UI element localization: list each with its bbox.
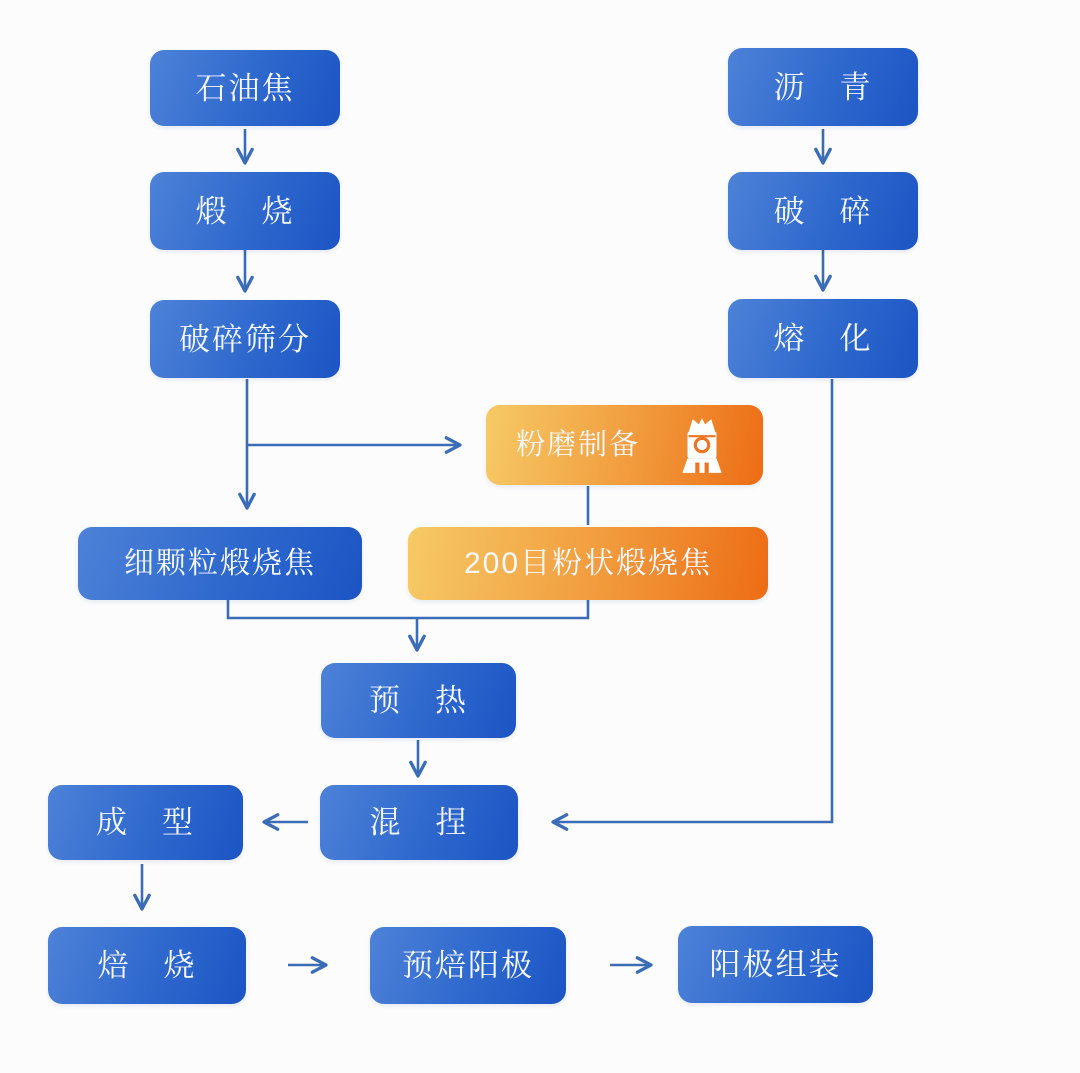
node-anode-assembly bbox=[678, 926, 873, 1003]
node-pitch-label: 沥 青 bbox=[773, 69, 873, 105]
node-grinding-preparation bbox=[486, 405, 763, 485]
node-calcination bbox=[150, 172, 340, 250]
node-crushing-screening-label: 破碎筛分 bbox=[179, 321, 311, 357]
node-pitch bbox=[728, 48, 918, 126]
node-anode-assembly-label: 阳极组装 bbox=[709, 947, 842, 982]
node-200mesh-powder-calcined-coke bbox=[408, 527, 768, 600]
edge-merge-junction bbox=[228, 600, 588, 618]
node-baking-label: 焙 烧 bbox=[97, 948, 197, 983]
node-petroleum-coke-label: 石油焦 bbox=[195, 70, 295, 106]
node-fine-grain-calcined-coke bbox=[78, 527, 362, 600]
node-melting-label: 熔 化 bbox=[773, 321, 873, 356]
node-kneading bbox=[320, 785, 518, 860]
node-crushing-screening bbox=[150, 300, 340, 378]
node-baking bbox=[48, 927, 246, 1004]
node-forming-label: 成 型 bbox=[96, 805, 195, 840]
node-kneading-label: 混 捏 bbox=[369, 805, 469, 840]
node-petroleum-coke bbox=[150, 50, 340, 126]
node-prebaked-anode-label: 预焙阳极 bbox=[402, 948, 534, 983]
node-calcination-label: 煅 烧 bbox=[195, 193, 295, 229]
node-pitch-crushing bbox=[728, 172, 918, 250]
node-preheating bbox=[321, 663, 516, 738]
node-fine-grain-calcined-coke-label: 细颗粒煅烧焦 bbox=[124, 546, 316, 580]
grinding-mill-icon bbox=[671, 414, 733, 476]
node-pitch-crushing-label: 破 碎 bbox=[773, 193, 873, 229]
node-preheating-label: 预 热 bbox=[369, 683, 468, 718]
node-200mesh-powder-calcined-coke-label: 200目粉状煅烧焦 bbox=[463, 546, 713, 580]
node-melting bbox=[728, 299, 918, 378]
node-forming bbox=[48, 785, 243, 860]
node-prebaked-anode bbox=[370, 927, 566, 1004]
node-grinding-preparation-label: 粉磨制备 bbox=[516, 428, 641, 461]
